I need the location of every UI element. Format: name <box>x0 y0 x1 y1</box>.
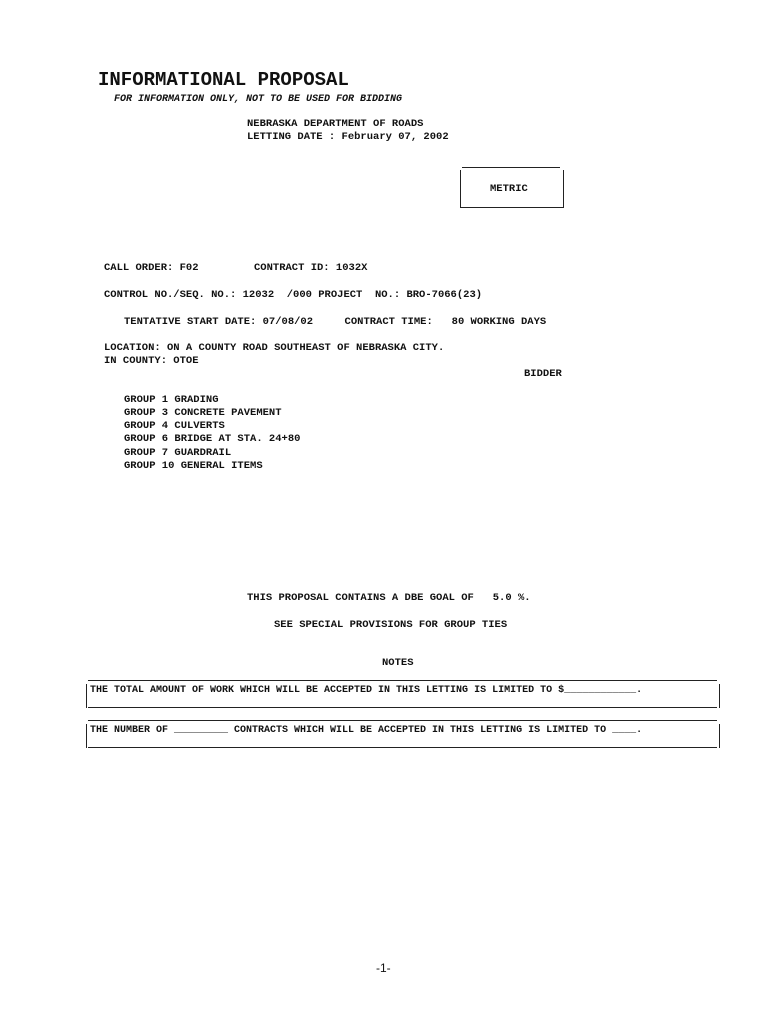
page-number: -1- <box>376 961 391 975</box>
note1-top-rule <box>88 680 717 681</box>
group-ties-line: SEE SPECIAL PROVISIONS FOR GROUP TIES <box>274 619 508 631</box>
notes-heading: NOTES <box>382 657 414 669</box>
group-item: GROUP 10 GENERAL ITEMS <box>124 460 263 472</box>
department-name: NEBRASKA DEPARTMENT OF ROADS <box>247 118 424 130</box>
group-item: GROUP 4 CULVERTS <box>124 420 225 432</box>
metric-box-top-rule <box>462 167 560 168</box>
call-order: CALL ORDER: F02 <box>104 262 199 274</box>
note2-text: THE NUMBER OF _________ CONTRACTS WHICH WILL BE ACCEPTED IN THIS LETTING IS LIMITED TO ____. <box>90 725 643 736</box>
group-item: GROUP 3 CONCRETE PAVEMENT <box>124 407 282 419</box>
contract-id: CONTRACT ID: 1032X <box>254 262 368 274</box>
letting-date: LETTING DATE : February 07, 2002 <box>247 131 449 143</box>
dbe-goal-line: THIS PROPOSAL CONTAINS A DBE GOAL OF 5.0 %. <box>247 592 531 604</box>
note2-top-rule <box>88 720 717 721</box>
start-date-line: TENTATIVE START DATE: 07/08/02 CONTRACT TIME: 80 WORKING DAYS <box>124 316 547 328</box>
group-item: GROUP 6 BRIDGE AT STA. 24+80 <box>124 433 301 445</box>
location-line: LOCATION: ON A COUNTY ROAD SOUTHEAST OF NEBRASKA CITY. <box>104 342 445 354</box>
bidder-label: BIDDER <box>524 368 562 380</box>
note2-bottom-rule <box>88 747 717 748</box>
group-item: GROUP 1 GRADING <box>124 394 219 406</box>
control-number-line: CONTROL NO./SEQ. NO.: 12032 /000 PROJECT NO.: BRO-7066(23) <box>104 289 483 301</box>
page-title: INFORMATIONAL PROPOSAL <box>98 69 349 91</box>
note1-bottom-rule <box>88 707 717 708</box>
metric-label: METRIC <box>490 183 528 195</box>
county-line: IN COUNTY: OTOE <box>104 355 199 367</box>
page-subtitle: FOR INFORMATION ONLY, NOT TO BE USED FOR BIDDING <box>114 94 403 105</box>
note1-text: THE TOTAL AMOUNT OF WORK WHICH WILL BE ACCEPTED IN THIS LETTING IS LIMITED TO $____________. <box>90 685 643 696</box>
group-item: GROUP 7 GUARDRAIL <box>124 447 232 459</box>
